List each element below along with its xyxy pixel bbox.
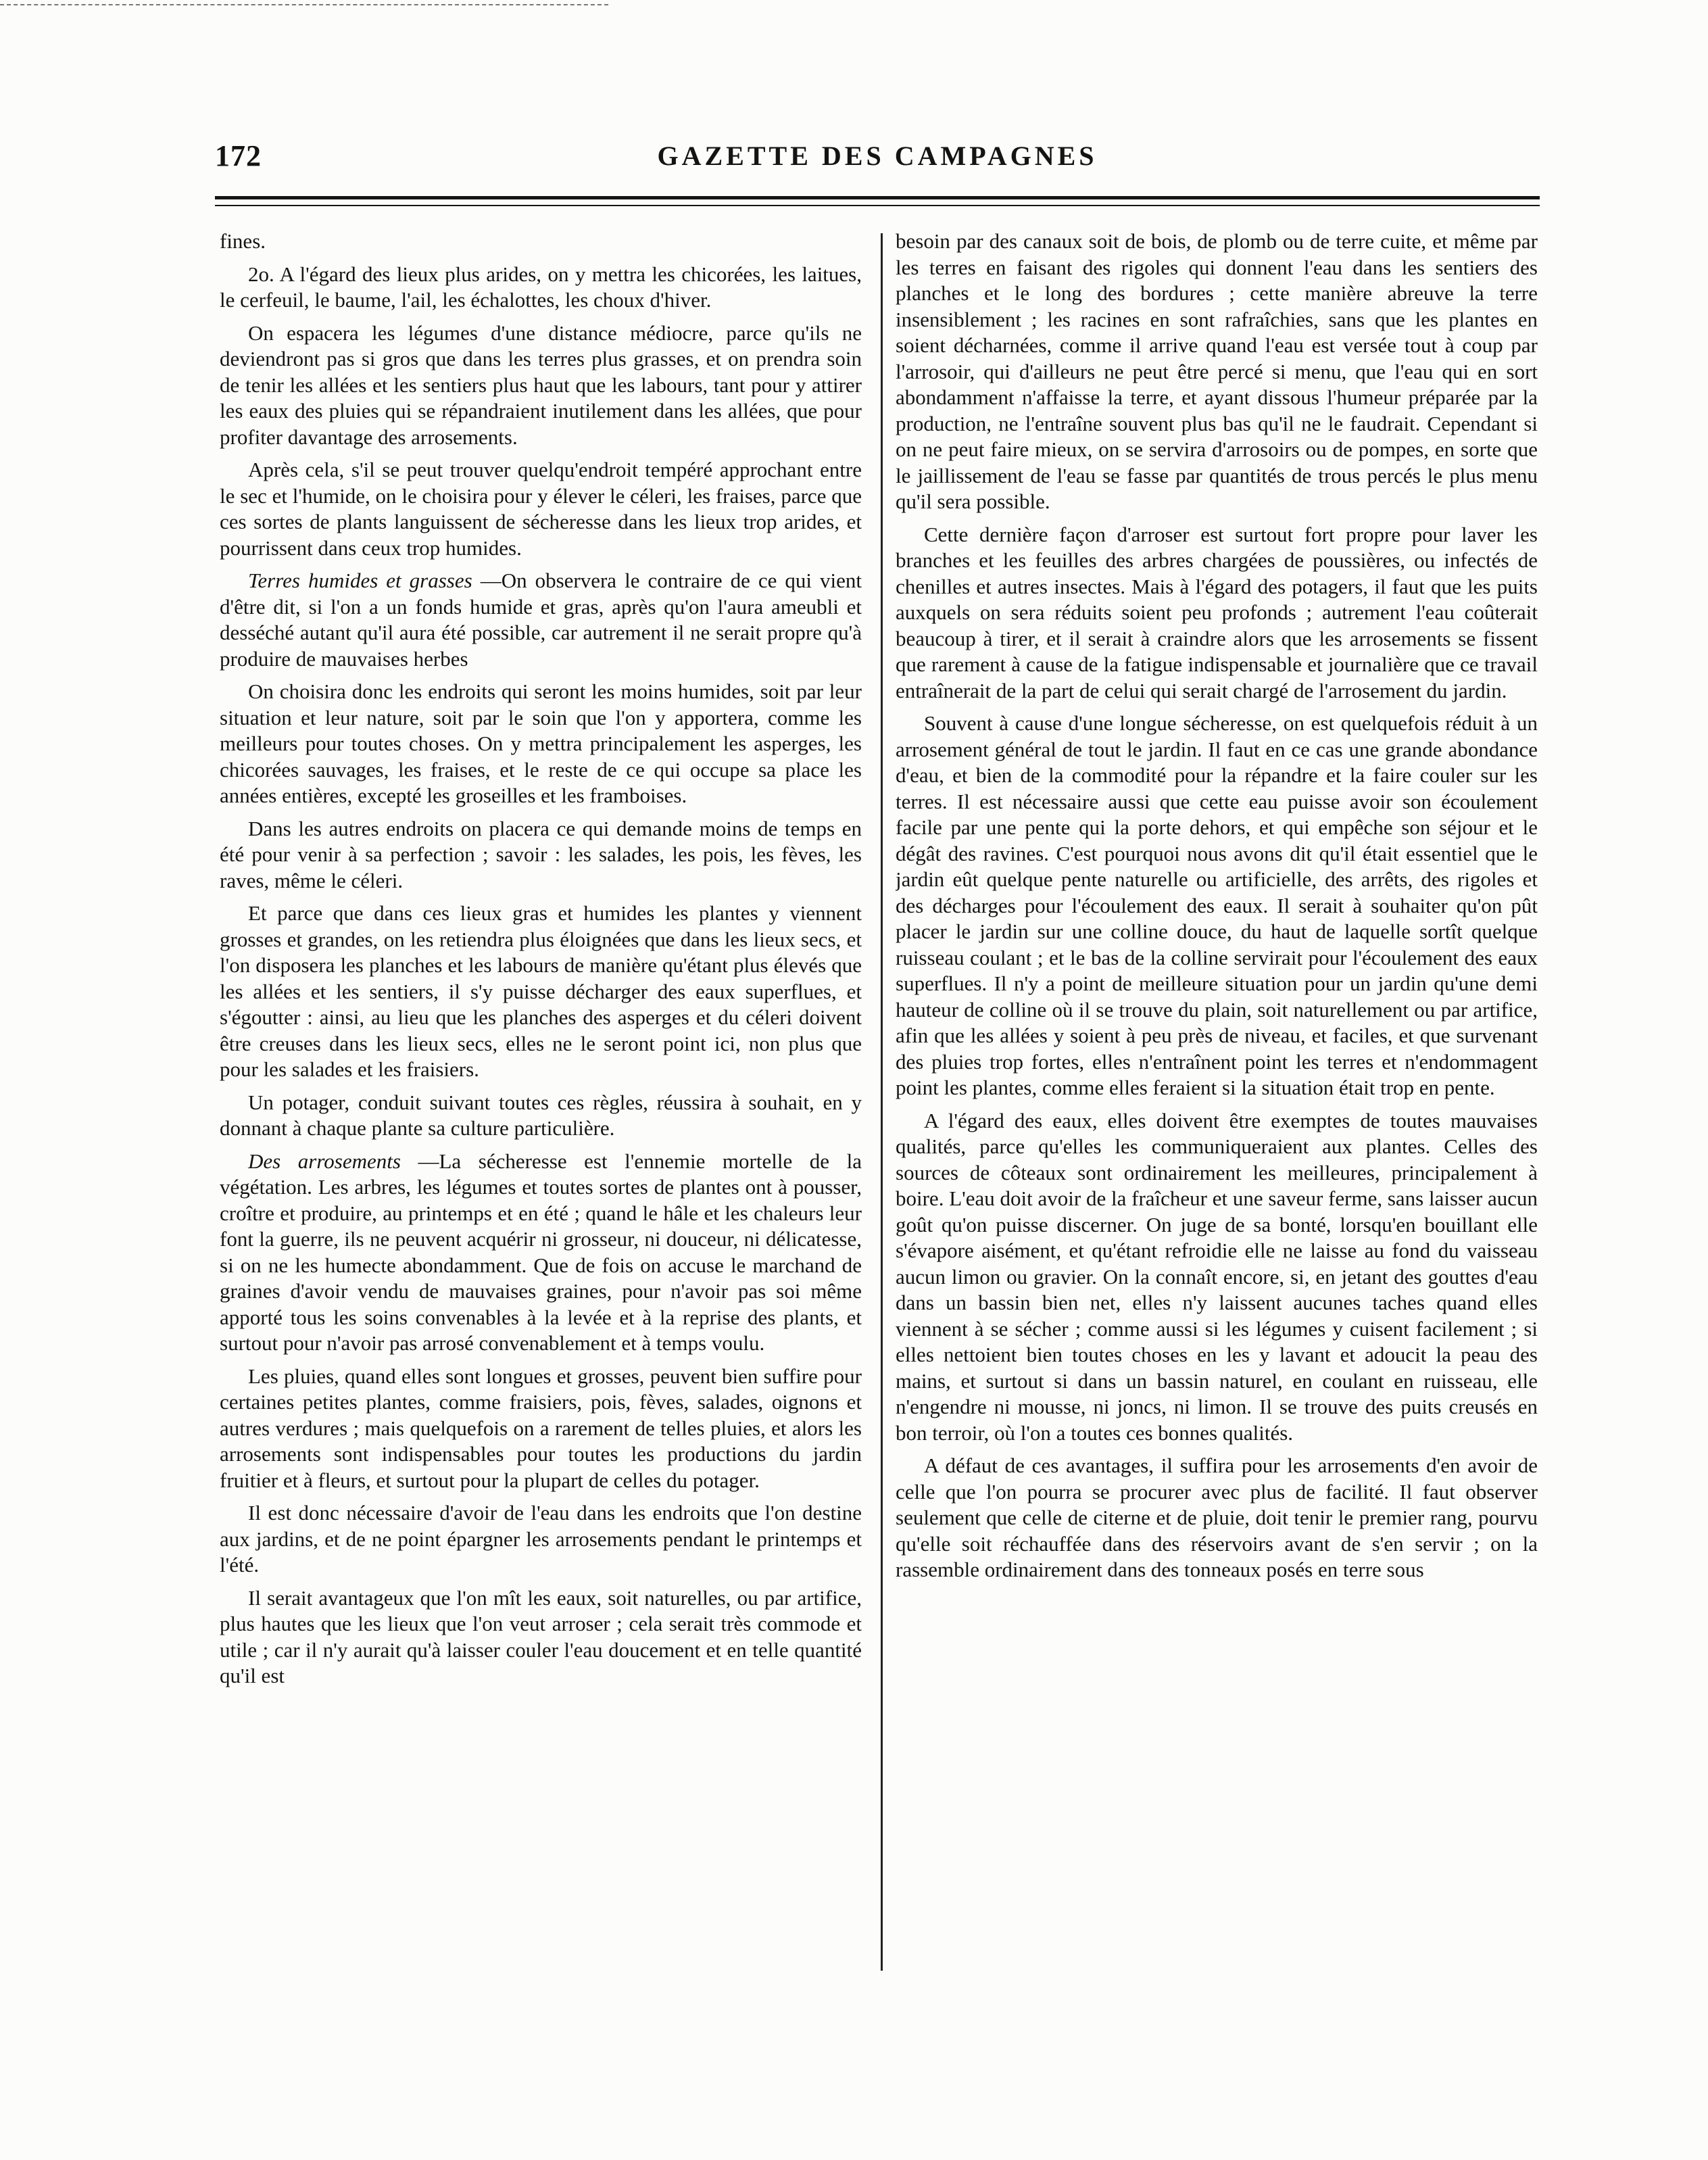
top-edge-mark (0, 4, 608, 7)
page-header (215, 139, 1540, 179)
paragraph (220, 568, 862, 672)
paragraph: Cette dernière façon d'arroser est surtout fort propre pour laver les branches et les feuilles des arbres chargées de poussières, ou infectés de chenilles et autres insectes. Mais à l'égard des potagers, il faut que les puits auxquels on sera réduits soient peu profonds ; autrement l'eau coûterait beaucoup à tirer, et il serait à craindre alors que les arrosements se fissent que rarement à cause de la fatigue indispensable et journalière que ce travail entraînerait de la part de celui qui serait chargé de l'arrosement du jardin. (896, 522, 1538, 702)
paragraph: fines. (220, 229, 266, 253)
paragraph-text: —On observera le contraire de ce qui vient d'être dit, si l'on a un fonds humide et gras, après qu'on l'aura ameubli et desséché autant qu'il aura été possible, car autrement il ne serait propre qu'à produire de mauvaises herbes (220, 569, 862, 671)
section-heading: Terres humides et grasses (248, 569, 472, 592)
paragraph-text: —La sécheresse est l'ennemie mortelle de la végétation. Les arbres, les légumes et toutes sortes de plantes ont à pousser, croître et produire, au printemps et en été ; quand le hâle et les chaleurs leur font la guerre, ils ne peuvent acquérir ni grosseur, ni douceur, ni délicatesse, si on ne les humecte abondamment. Que de fois on accuse le marchand de graines d'avoir vendu de mauvaises graines, pour n'avoir pas soi même apporté tous les soins convenables à la levée et à la reprise des plants, et surtout pour n'avoir pas arrosé convenablement et à temps voulu. (220, 1149, 862, 1355)
journal-title: GAZETTE DES CAMPAGNES (657, 141, 1098, 171)
section-heading: Des arrosements (248, 1149, 401, 1173)
page-number: 172 (215, 139, 262, 172)
paragraph: Il est donc nécessaire d'avoir de l'eau dans les endroits que l'on destine aux jardins, et de ne point épargner les arrosements pendant le printemps et l'été. (220, 1501, 862, 1577)
left-column (220, 229, 862, 1986)
paragraph: Souvent à cause d'une longue sécheresse, on est quelquefois réduit à un arrosement général de tout le jardin. Il faut en ce cas une grande abondance d'eau, et bien de la commodité pour la répandre et la faire couler sur les terres. Il est nécessaire aussi que cette eau puisse avoir son écoulement facile par une pente qui la porte dehors, et qui empêche son séjour et le dégât des ravines. C'est pourquoi nous avons dit qu'il était essentiel que le jardin eût quelque pente naturelle ou artificielle, des arrêts, des rigoles et des décharges pour l'écoulement des eaux. Il serait à souhaiter qu'on pût placer le jardin sur une colline douce, du haut de laquelle sortît quelque ruisseau coulant ; et le bas de la colline servirait pour l'écoulement des eaux superflues. Il n'y a point de meilleure situation pour un jardin qu'une demi hauteur de colline où il se trouve du plain, soit naturellement ou par artifice, afin que les allées y soient à peu près de niveau, et faciles, et que survenant des pluies trop fortes, elles n'entraînent point les terres et n'endommagent point les plantes, comme elles feraient si la situation était trop en pente. (896, 711, 1538, 1099)
paragraph: Et parce que dans ces lieux gras et humides les plantes y viennent grosses et grandes, on les retiendra plus éloignées que dans les lieux secs, et l'on disposera les planches et les labours de manière qu'étant plus élevés que les allées et les sentiers, il s'y puisse décharger des eaux superflues, et s'égoutter : ainsi, au lieu que les planches des asperges et du céleri doivent être creuses dans les lieux secs, elles ne le seront point ici, non plus que pour les salades et les fraisiers. (220, 901, 862, 1081)
paragraph: Les pluies, quand elles sont longues et grosses, peuvent bien suffire pour certaines petites plantes, comme fraisiers, pois, fèves, salades, oignons et autres verdures ; mais quelquefois on a rarement de telles pluies, et alors les arrosements sont indispensables pour toutes les productions du jardin fruitier et à fleurs, et surtout pour la plupart de celles du potager. (220, 1364, 862, 1492)
header-rule-thick (215, 196, 1540, 199)
paragraph: On espacera les légumes d'une distance médiocre, parce qu'ils ne deviendront pas si gros que dans les terres plus grasses, et on prendra soin de tenir les allées et les sentiers plus haut que les labours, tant pour y attirer les eaux des pluies qui se répandraient inutilement dans les allées, que pour profiter davantage des arrosements. (220, 320, 862, 449)
paragraph (220, 1149, 862, 1357)
right-column (896, 229, 1538, 1986)
paragraph: Après cela, s'il se peut trouver quelqu'endroit tempéré approchant entre le sec et l'humide, on le choisira pour y élever le céleri, les fraises, parce que ces sortes de plants languissent de sécheresse dans les lieux trop arides, et pourrissent dans ceux trop humides. (220, 458, 862, 560)
paragraph: besoin par des canaux soit de bois, de plomb ou de terre cuite, et même par les terres en faisant des rigoles qui donnent l'eau dans les sentiers des planches et le long des bordures ; cette manière abreuve la terre insensiblement ; les racines en sont rafraîchies, sans que les plantes en soient décharnées, comme il arrive quand l'eau est versée tout à coup par l'arrosoir, qui d'ailleurs ne peut être percé si menu, que l'eau qui en sort abondamment n'affaisse la terre, et ayant dissous l'humeur préparée par la production, ne l'entraîne souvent plus bas qu'il ne le faudrait. Cependant si on ne peut faire mieux, on se servira d'arrosoirs ou de pompes, en sorte que le jaillissement de l'eau se fasse par quantités de trous percés le plus menu qu'il sera possible. (896, 229, 1538, 513)
paragraph: On choisira donc les endroits qui seront les moins humides, soit par leur situation et leur nature, soit par le soin que l'on y apportera, comme les meilleurs pour toutes choses. On y mettra principalement les asperges, les chicorées sauvages, les fraises, et le reste de ce qui occupe sa place les années entières, excepté les groseilles et les framboises. (220, 679, 862, 807)
column-divider (881, 233, 883, 1971)
paragraph: A défaut de ces avantages, il suffira pour les arrosements d'en avoir de celle que l'on pourra se procurer avec plus de facilité. Il faut observer seulement que celle de citerne et de pluie, doit tenir le premier rang, pourvu qu'elle soit réchauffée dans des réservoirs avant de s'en servir ; on la rassemble ordinairement dans des tonneaux posés en terre sous (896, 1454, 1538, 1581)
paragraph: Dans les autres endroits on placera ce qui demande moins de temps en été pour venir à sa perfection ; savoir : les salades, les pois, les fèves, les raves, même le céleri. (220, 816, 862, 892)
paragraph: 2o. A l'égard des lieux plus arides, on y mettra les chicorées, les laitues, le cerfeuil, le baume, l'ail, les échalottes, les choux d'hiver. (220, 262, 862, 312)
paragraph: Un potager, conduit suivant toutes ces règles, réussira à souhait, en y donnant à chaque plante sa culture particulière. (220, 1090, 862, 1140)
header-rule-thin (215, 205, 1540, 206)
paragraph: Il serait avantageux que l'on mît les eaux, soit naturelles, ou par artifice, plus hautes que les lieux que l'on veut arroser ; cela serait très commode et utile ; car il n'y aurait qu'à laisser couler l'eau doucement et en telle quantité qu'il est (220, 1585, 862, 1687)
paragraph: A l'égard des eaux, elles doivent être exemptes de toutes mauvaises qualités, parce qu'elles les communiqueraient aux plantes. Celles des sources de côteaux sont ordinairement les meilleures, principalement à boire. L'eau doit avoir de la fraîcheur et une saveur ferme, sans laisser aucun goût qu'on puisse discerner. On juge de sa bonté, lorsqu'en bouillant elle s'évapore aisément, et qu'étant refroidie elle ne laisse au fond du vaisseau aucun limon ou gravier. On la connaît encore, si, en jetant des gouttes d'eau dans un bassin bien net, elles n'y laissent aucunes taches quand elles viennent à se sécher ; comme aussi si les légumes y cuisent facilement ; si elles nettoient bien toutes choses en les y lavant et adoucit la peau des mains, et surtout si dans un bassin naturel, en coulant en ruisseau, elle n'engendre ni mousse, ni joncs, ni limon. Il se trouve des puits creusés en bon terroir, où l'on a toutes ces bonnes qualités. (896, 1108, 1538, 1445)
